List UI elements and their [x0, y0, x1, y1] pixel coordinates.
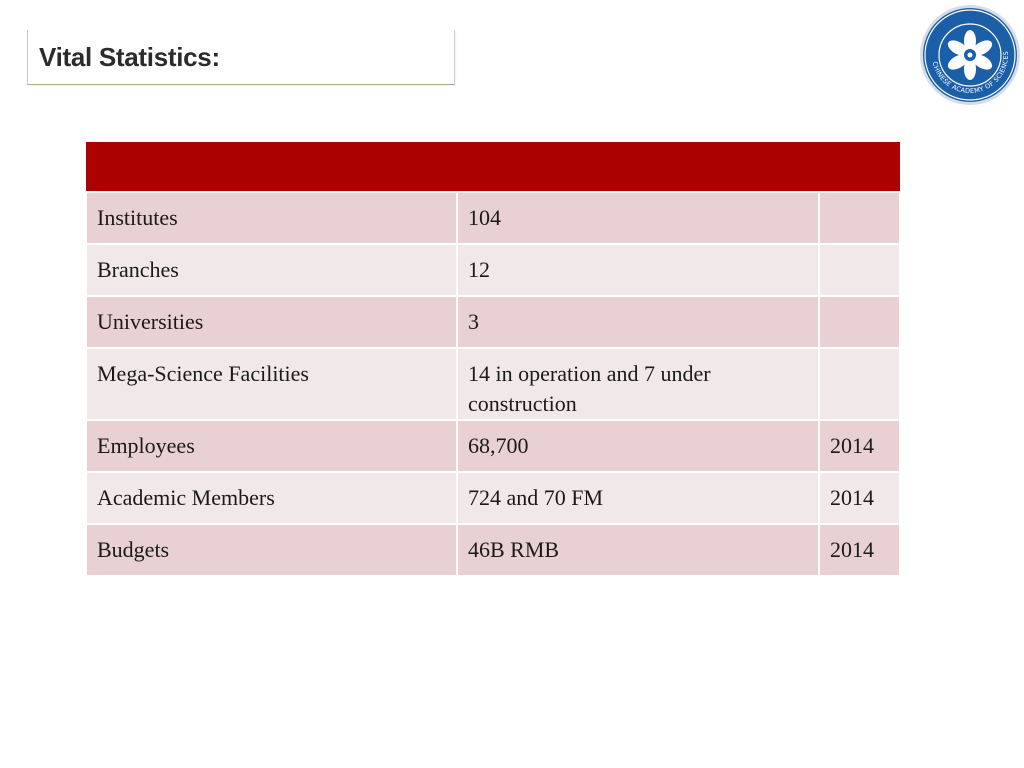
row-year: 2014 — [819, 524, 900, 576]
row-value: 12 — [457, 244, 819, 296]
table-row — [86, 472, 900, 524]
table-row — [86, 420, 900, 472]
row-year — [819, 296, 900, 348]
table-row — [86, 244, 900, 296]
table-header-cell — [819, 142, 900, 192]
vital-statistics-table — [85, 142, 901, 577]
row-value: 104 — [457, 192, 819, 244]
table-row — [86, 296, 900, 348]
row-year — [819, 348, 900, 420]
table-header-cell — [457, 142, 819, 192]
table-row — [86, 192, 900, 244]
row-value: 3 — [457, 296, 819, 348]
row-label: Branches — [86, 244, 457, 296]
slide-title-box — [27, 30, 455, 85]
row-label: Institutes — [86, 192, 457, 244]
row-value: 14 in operation and 7 under construction — [457, 348, 819, 420]
row-label: Mega-Science Facilities — [86, 348, 457, 420]
row-year — [819, 192, 900, 244]
svg-text:CHINESE ACADEMY OF SCIENCES: CHINESE ACADEMY OF SCIENCES — [930, 50, 1011, 96]
table-header-row — [86, 142, 900, 192]
slide-title: Vital Statistics: — [39, 42, 220, 72]
row-value: 724 and 70 FM — [457, 472, 819, 524]
table-row — [86, 348, 900, 420]
cas-logo-icon — [916, 0, 1024, 110]
row-year: 2014 — [819, 472, 900, 524]
cas-logo — [916, 0, 1024, 110]
row-label: Universities — [86, 296, 457, 348]
row-value: 46B RMB — [457, 524, 819, 576]
row-year: 2014 — [819, 420, 900, 472]
table-header-cell — [86, 142, 457, 192]
row-value: 68,700 — [457, 420, 819, 472]
row-year — [819, 244, 900, 296]
row-label: Employees — [86, 420, 457, 472]
table-row — [86, 524, 900, 576]
row-label: Budgets — [86, 524, 457, 576]
row-label: Academic Members — [86, 472, 457, 524]
